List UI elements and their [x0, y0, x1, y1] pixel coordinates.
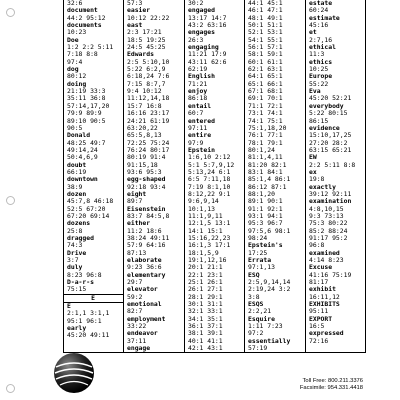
- page-line-reference: 7:18 8:8: [67, 50, 98, 59]
- index-headword: doubt: [67, 160, 87, 169]
- page-line-reference: 83:1 84:1: [248, 167, 283, 176]
- column-divider: [365, 0, 366, 352]
- index-headword: eight: [127, 189, 147, 198]
- index-headword: estate: [309, 0, 333, 7]
- page-line-reference: 11:2 18:6: [127, 226, 162, 235]
- page-line-reference: 63:15 65:21: [309, 145, 352, 154]
- page-line-reference: 41:16 75:19: [309, 270, 352, 279]
- toll-free-number: Toll Free: 800.211.3376: [302, 378, 363, 384]
- page-line-reference: 24:5 45:25: [127, 43, 166, 52]
- page-line-reference: 8:12,22 9:1: [188, 189, 231, 198]
- page-line-reference: 16:16 23:17: [127, 109, 170, 118]
- page-line-reference: 45:7,8 46:18: [67, 197, 114, 206]
- page-line-reference: 13:17 14:7: [188, 13, 227, 22]
- page-line-reference: 58:1 59:1: [248, 50, 283, 59]
- index-headword: D-a-r-s: [67, 278, 94, 287]
- index-headword: elaborate: [127, 256, 162, 265]
- index-headword: engaging: [188, 43, 219, 52]
- page-line-reference: 62:19: [188, 65, 208, 74]
- index-headword: emotional: [127, 300, 162, 309]
- index-headword: dozens: [67, 219, 91, 228]
- page-line-reference: 85:1,4 86:1: [248, 175, 291, 184]
- page-line-reference: 15:10,17,25: [309, 131, 352, 140]
- globe-logo-icon: [52, 351, 96, 395]
- index-headword: engage: [127, 344, 151, 353]
- page-line-reference: 75:1,18,20: [248, 123, 287, 132]
- page-line-reference: 97:11: [188, 123, 208, 132]
- page-line-reference: 33:22: [127, 322, 147, 331]
- page-line-reference: 93:6 95:3: [127, 167, 162, 176]
- index-headword: entire: [188, 131, 212, 140]
- page-line-reference: 72:16: [309, 336, 329, 345]
- index-headword: Drive: [67, 248, 87, 257]
- page-line-reference: 85:2 88:24: [309, 226, 348, 235]
- page-line-reference: 91:17 95:2: [309, 234, 348, 242]
- page-line-reference: 97:4: [67, 57, 83, 66]
- page-line-reference: 95:3 96:7: [248, 219, 283, 228]
- page-line-reference: 15:7 16:8: [127, 101, 162, 110]
- index-headword: dozen: [67, 189, 87, 198]
- page-line-reference: 80:1,24: [248, 145, 275, 154]
- page-line-reference: 71:21: [188, 79, 208, 88]
- page-line-reference: 35:11 36:8: [67, 94, 106, 103]
- index-headword: Errata: [248, 256, 272, 265]
- page-line-reference: 48:25 49:7: [67, 138, 106, 147]
- page-line-reference: 75:3 80:22: [309, 219, 348, 228]
- page-line-reference: 86:18: [188, 94, 208, 103]
- page-line-reference: 98:24: [248, 234, 268, 242]
- page-line-reference: 17:25: [248, 248, 268, 257]
- page-line-reference: 90:5: [67, 123, 83, 132]
- index-headword: everybody: [309, 101, 344, 110]
- page-line-reference: 59:2: [127, 292, 143, 301]
- page-line-reference: 39:12 92:11: [309, 189, 352, 198]
- page-line-reference: 9:4 10:12: [127, 87, 162, 96]
- page-line-reference: 3:7: [67, 256, 79, 265]
- index-headword: Edwards: [127, 50, 154, 59]
- page-line-reference: 88:1,20: [248, 189, 275, 198]
- page-line-reference: 38:1 39:1: [188, 329, 223, 338]
- page-line-reference: 97:1,13: [248, 263, 275, 272]
- section-letter-heading: E: [63, 294, 123, 303]
- page-line-reference: 93:1 94:1: [248, 211, 283, 220]
- index-headword: dragged: [67, 234, 94, 242]
- page-line-reference: 18:1,5,9: [188, 248, 219, 257]
- page-line-reference: 91:1 92:1: [248, 204, 283, 213]
- column-divider: [305, 0, 306, 352]
- page-line-reference: 45:20 49:11: [67, 331, 110, 340]
- column-divider: [123, 0, 124, 352]
- page-line-reference: 43:11 62:6: [188, 57, 227, 66]
- index-headword: elementary: [127, 270, 166, 279]
- index-headword: examined: [309, 248, 340, 257]
- index-headword: dog: [67, 65, 79, 74]
- index-column-2: [127, 0, 169, 353]
- index-headword: easier: [127, 6, 151, 15]
- page-line-reference: 27:20 28:2: [309, 138, 348, 147]
- index-headword: Esquire: [248, 314, 275, 323]
- index-headword: ethics: [309, 57, 333, 66]
- page-line-reference: 24:21 61:19: [127, 116, 170, 125]
- page-line-reference: 37:11: [127, 336, 147, 345]
- column-divider: [244, 0, 245, 352]
- page-line-reference: 10:1,13: [188, 204, 215, 213]
- page-line-reference: 20:1 21:1: [188, 263, 223, 272]
- index-headword: engages: [188, 28, 215, 37]
- page-line-reference: 9:6,9,14: [188, 197, 219, 206]
- page-line-reference: 67:1 68:1: [248, 87, 283, 96]
- page-line-reference: 29:7: [127, 278, 143, 287]
- index-headword: EXPORT: [309, 314, 333, 323]
- index-column-5: [309, 0, 355, 345]
- page-line-reference: 86:12 87:1: [248, 182, 287, 191]
- page-line-reference: 74:1 75:1: [248, 116, 283, 125]
- page-line-reference: 25:8: [67, 226, 83, 235]
- page-line-reference: 7:19 8:1,10: [188, 182, 231, 191]
- page-line-reference: 4:14 8:23: [309, 256, 344, 265]
- page-line-reference: 65:5,8,13: [127, 131, 162, 140]
- page-line-reference: 26:3: [188, 35, 204, 44]
- page-line-reference: 2:7,16: [309, 35, 333, 44]
- page-line-reference: 5:22 80:15: [309, 109, 348, 118]
- page-line-reference: 60:24: [309, 6, 329, 15]
- page-line-reference: 69:1 70:1: [248, 94, 283, 103]
- index-headword: expressed: [309, 329, 344, 338]
- page-line-reference: 73:1 74:1: [248, 109, 283, 118]
- index-headword: EW: [309, 153, 317, 162]
- page-line-reference: 64:1 65:1: [248, 72, 283, 81]
- page-line-reference: 10:12 22:22: [127, 13, 170, 22]
- page-line-reference: 89:1 90:1: [248, 197, 283, 206]
- page-line-reference: 5:22 6:2,9: [127, 65, 166, 74]
- page-line-reference: 55:22: [309, 79, 329, 88]
- page-line-reference: 42:1 43:1: [188, 344, 223, 353]
- page-line-reference: 9:3 73:13: [309, 211, 344, 220]
- page-line-reference: 80:19 91:4: [127, 153, 166, 162]
- page-line-reference: 14:1 15:1: [188, 226, 223, 235]
- page-line-reference: 44:1 45:1: [248, 0, 283, 7]
- index-headword: employment: [127, 314, 166, 323]
- index-headword: Donald: [67, 131, 91, 140]
- page-line-reference: 11:3: [309, 50, 325, 59]
- contact-block: [300, 378, 363, 392]
- index-headword: either: [127, 219, 151, 228]
- page-line-reference: 45:20 52:21: [309, 94, 352, 103]
- page-line-reference: 92:18 93:4: [127, 182, 166, 191]
- index-headword: EXHIBITS: [309, 300, 340, 309]
- page-line-reference: 6:5 7:11,18: [188, 175, 231, 184]
- index-headword: examination: [309, 197, 352, 206]
- index-column-1: [67, 0, 123, 340]
- page-line-reference: 11:21 17:9: [188, 50, 227, 59]
- page-line-reference: 57:3: [127, 0, 143, 7]
- page-line-reference: 83:7 84:5,8: [127, 211, 170, 220]
- page-line-reference: 19:1,12,16: [188, 256, 227, 265]
- page-line-reference: 2:2,21: [248, 307, 272, 316]
- page-line-reference: 19:8: [309, 175, 325, 184]
- index-headword: entered: [188, 116, 215, 125]
- index-headword: et: [309, 28, 317, 37]
- index-headword: estimate: [309, 13, 340, 22]
- index-headword: Excuse: [309, 263, 333, 272]
- page-line-reference: 52:1 53:1: [248, 28, 283, 37]
- page-line-reference: 38:9: [67, 182, 83, 191]
- page-line-reference: 12:1,5 13:1: [188, 219, 231, 228]
- page-line-reference: 75:15: [67, 285, 87, 294]
- index-headword: ESQS: [248, 300, 264, 309]
- index-headword: endeavor: [127, 329, 158, 338]
- page-line-reference: 48:1 49:1: [248, 13, 283, 22]
- index-headword: ex: [309, 167, 317, 176]
- page-line-reference: 46:1 47:1: [248, 6, 283, 15]
- index-headword: Eisenstein: [127, 204, 166, 213]
- page-line-reference: 45:16: [309, 21, 329, 30]
- binder-hole: [6, 8, 15, 17]
- index-headword: document: [67, 6, 98, 15]
- page-line-reference: 65:1 66:1: [248, 79, 283, 88]
- page-line-reference: 67:20 69:14: [67, 211, 110, 220]
- binder-hole: [6, 384, 15, 393]
- page-line-reference: 3:8: [248, 292, 260, 301]
- page-line-reference: 44:2 95:12: [67, 13, 106, 22]
- page-line-reference: 71:1 72:1: [248, 101, 283, 110]
- index-headword: Epstein's: [248, 241, 283, 250]
- page-line-reference: 60:7: [188, 109, 204, 118]
- page-line-reference: 4:8,10,15: [309, 204, 344, 213]
- page-line-reference: 38:24 49:11: [127, 234, 170, 242]
- page-line-reference: 30:1 31:1: [188, 300, 223, 309]
- page-line-reference: 5:1 5:7,9,12: [188, 160, 235, 169]
- page-line-reference: 1:6,10 2:12: [188, 153, 231, 162]
- page-line-reference: 15:16,22,23: [188, 234, 231, 242]
- index-headword: exhibit: [309, 285, 336, 294]
- index-headword: early: [67, 324, 87, 333]
- page-line-reference: 9:23 36:6: [127, 263, 162, 272]
- page-line-reference: 74:3: [67, 241, 83, 250]
- index-headword: Doe: [67, 35, 79, 44]
- page-line-reference: 11:1,9,11: [188, 211, 223, 220]
- index-headword: evidence: [309, 123, 340, 132]
- page-line-reference: 16:1,3 17:1: [188, 241, 231, 250]
- binder-hole: [6, 196, 15, 205]
- page-line-reference: 54:1 55:1: [248, 35, 283, 44]
- page-line-reference: 5:13,24 6:1: [188, 167, 231, 176]
- index-headword: ethical: [309, 43, 336, 52]
- index-headword: enjoy: [188, 87, 208, 96]
- page-line-reference: 32:6: [67, 0, 83, 7]
- index-headword: elevator: [127, 285, 158, 294]
- page-line-reference: 80:12: [67, 72, 87, 81]
- page-line-reference: 34:1 35:1: [188, 314, 223, 323]
- page-line-reference: 2:1,1 3:1,1: [67, 309, 110, 318]
- page-line-reference: 57:14,17,20: [67, 101, 110, 110]
- page-line-reference: 63:20,22: [127, 123, 158, 132]
- index-column-3: [188, 0, 234, 353]
- page-line-reference: 50:4,6,9: [67, 153, 98, 162]
- index-headword: documents: [67, 21, 102, 30]
- page-line-reference: 11:12,14,18: [127, 94, 170, 103]
- page-line-reference: 81:1,4,11: [248, 153, 283, 162]
- page-line-reference: 81:17: [309, 278, 329, 287]
- index-headword: exactly: [309, 182, 336, 191]
- page-line-reference: 60:1 61:1: [248, 57, 283, 66]
- page-line-reference: 52:5 67:20: [67, 204, 106, 213]
- page-line-reference: 2:5 5:10,10: [127, 57, 170, 66]
- page-line-reference: 2:2 5:11 8:8: [309, 160, 356, 169]
- index-headword: east: [127, 21, 143, 30]
- page-line-reference: 76:1 77:1: [248, 131, 283, 140]
- page-line-reference: 22:1 23:1: [188, 270, 223, 279]
- page-line-reference: 57:19: [248, 344, 268, 353]
- page-line-reference: 57:9 64:16: [127, 241, 166, 250]
- page-line-reference: 2:3 17:21: [127, 28, 162, 37]
- page-line-reference: 30:2: [188, 0, 204, 7]
- page-line-reference: 97:5,6 98:1: [248, 226, 291, 235]
- page-line-reference: 76:24 80:17: [127, 145, 170, 154]
- index-headword: doing: [67, 79, 87, 88]
- page-line-reference: 10:23: [67, 28, 87, 37]
- index-headword: engaged: [188, 6, 215, 15]
- page-line-reference: 32:1 33:1: [188, 307, 223, 316]
- index-column-4: [248, 0, 290, 353]
- page-line-reference: 91:15,18: [127, 160, 158, 169]
- index-headword: entail: [188, 101, 212, 110]
- page-line-reference: 40:1 41:1: [188, 336, 223, 345]
- page-line-reference: 79:9 89:9: [67, 109, 102, 118]
- index-headword: ESQ: [248, 270, 260, 279]
- page-line-reference: 6:18,24 7:6: [127, 72, 170, 81]
- page-line-reference: 16:11,12: [309, 292, 340, 301]
- column-divider: [184, 0, 185, 352]
- page-line-reference: 72:25 75:24: [127, 138, 170, 147]
- page-line-reference: 43:2 63:16: [188, 21, 227, 30]
- page-line-reference: 36:1 37:1: [188, 322, 223, 331]
- page-line-reference: 82:7: [127, 307, 143, 316]
- page-line-reference: 26:1 27:1: [188, 285, 223, 294]
- page-line-reference: 95:11: [309, 307, 329, 316]
- page-line-reference: 62:1 63:1: [248, 65, 283, 74]
- index-headword: English: [188, 72, 215, 81]
- page-line-reference: 2:5,9,14,14: [248, 278, 291, 287]
- page-line-reference: 66:19: [67, 167, 87, 176]
- page-line-reference: 1:2 2:2 5:11: [67, 43, 114, 52]
- page-line-reference: 95:1 96:1: [67, 316, 102, 325]
- page-line-reference: 81:20 82:1: [248, 160, 287, 169]
- index-headword: duly: [67, 263, 83, 272]
- index-headword: Epstein: [188, 145, 215, 154]
- index-headword: essentially: [248, 336, 291, 345]
- index-headword: egg-shaped: [127, 175, 166, 184]
- page-line-reference: 56:1 57:1: [248, 43, 283, 52]
- page-line-reference: 7:15 8:7,7: [127, 79, 166, 88]
- page-line-reference: 2:19,24 3:2: [248, 285, 291, 294]
- page-line-reference: 28:1 29:1: [188, 292, 223, 301]
- index-headword: E: [67, 302, 71, 311]
- page-line-reference: 97:9: [188, 138, 204, 147]
- index-headword: Eva: [309, 87, 321, 96]
- page-line-reference: 89:10 90:5: [67, 116, 106, 125]
- page-line-reference: 21:19 33:3: [67, 87, 106, 96]
- page-line-reference: 97:2: [248, 329, 264, 338]
- page-line-reference: 10:25: [309, 65, 329, 74]
- page-line-reference: 49:14,24: [67, 145, 98, 154]
- page-line-reference: 96:8: [309, 241, 325, 250]
- page-line-reference: 18:5 19:25: [127, 35, 166, 44]
- page-line-reference: 25:1 26:1: [188, 278, 223, 287]
- index-headword: downtown: [67, 175, 98, 184]
- page-line-reference: 87:13: [127, 248, 147, 257]
- facsimile-number: Facsimile: 954.331.4418: [299, 385, 363, 391]
- page-line-reference: 16:5: [309, 322, 325, 331]
- page-line-reference: 86:15: [309, 116, 329, 125]
- page-line-reference: 8:23 96:8: [67, 270, 102, 279]
- page-line-reference: 89:7: [127, 197, 143, 206]
- page-line-reference: 50:1 51:1: [248, 21, 283, 30]
- index-headword: Europe: [309, 72, 333, 81]
- page-line-reference: 78:1 79:1: [248, 138, 283, 147]
- page-line-reference: 1:11 7:23: [248, 322, 283, 331]
